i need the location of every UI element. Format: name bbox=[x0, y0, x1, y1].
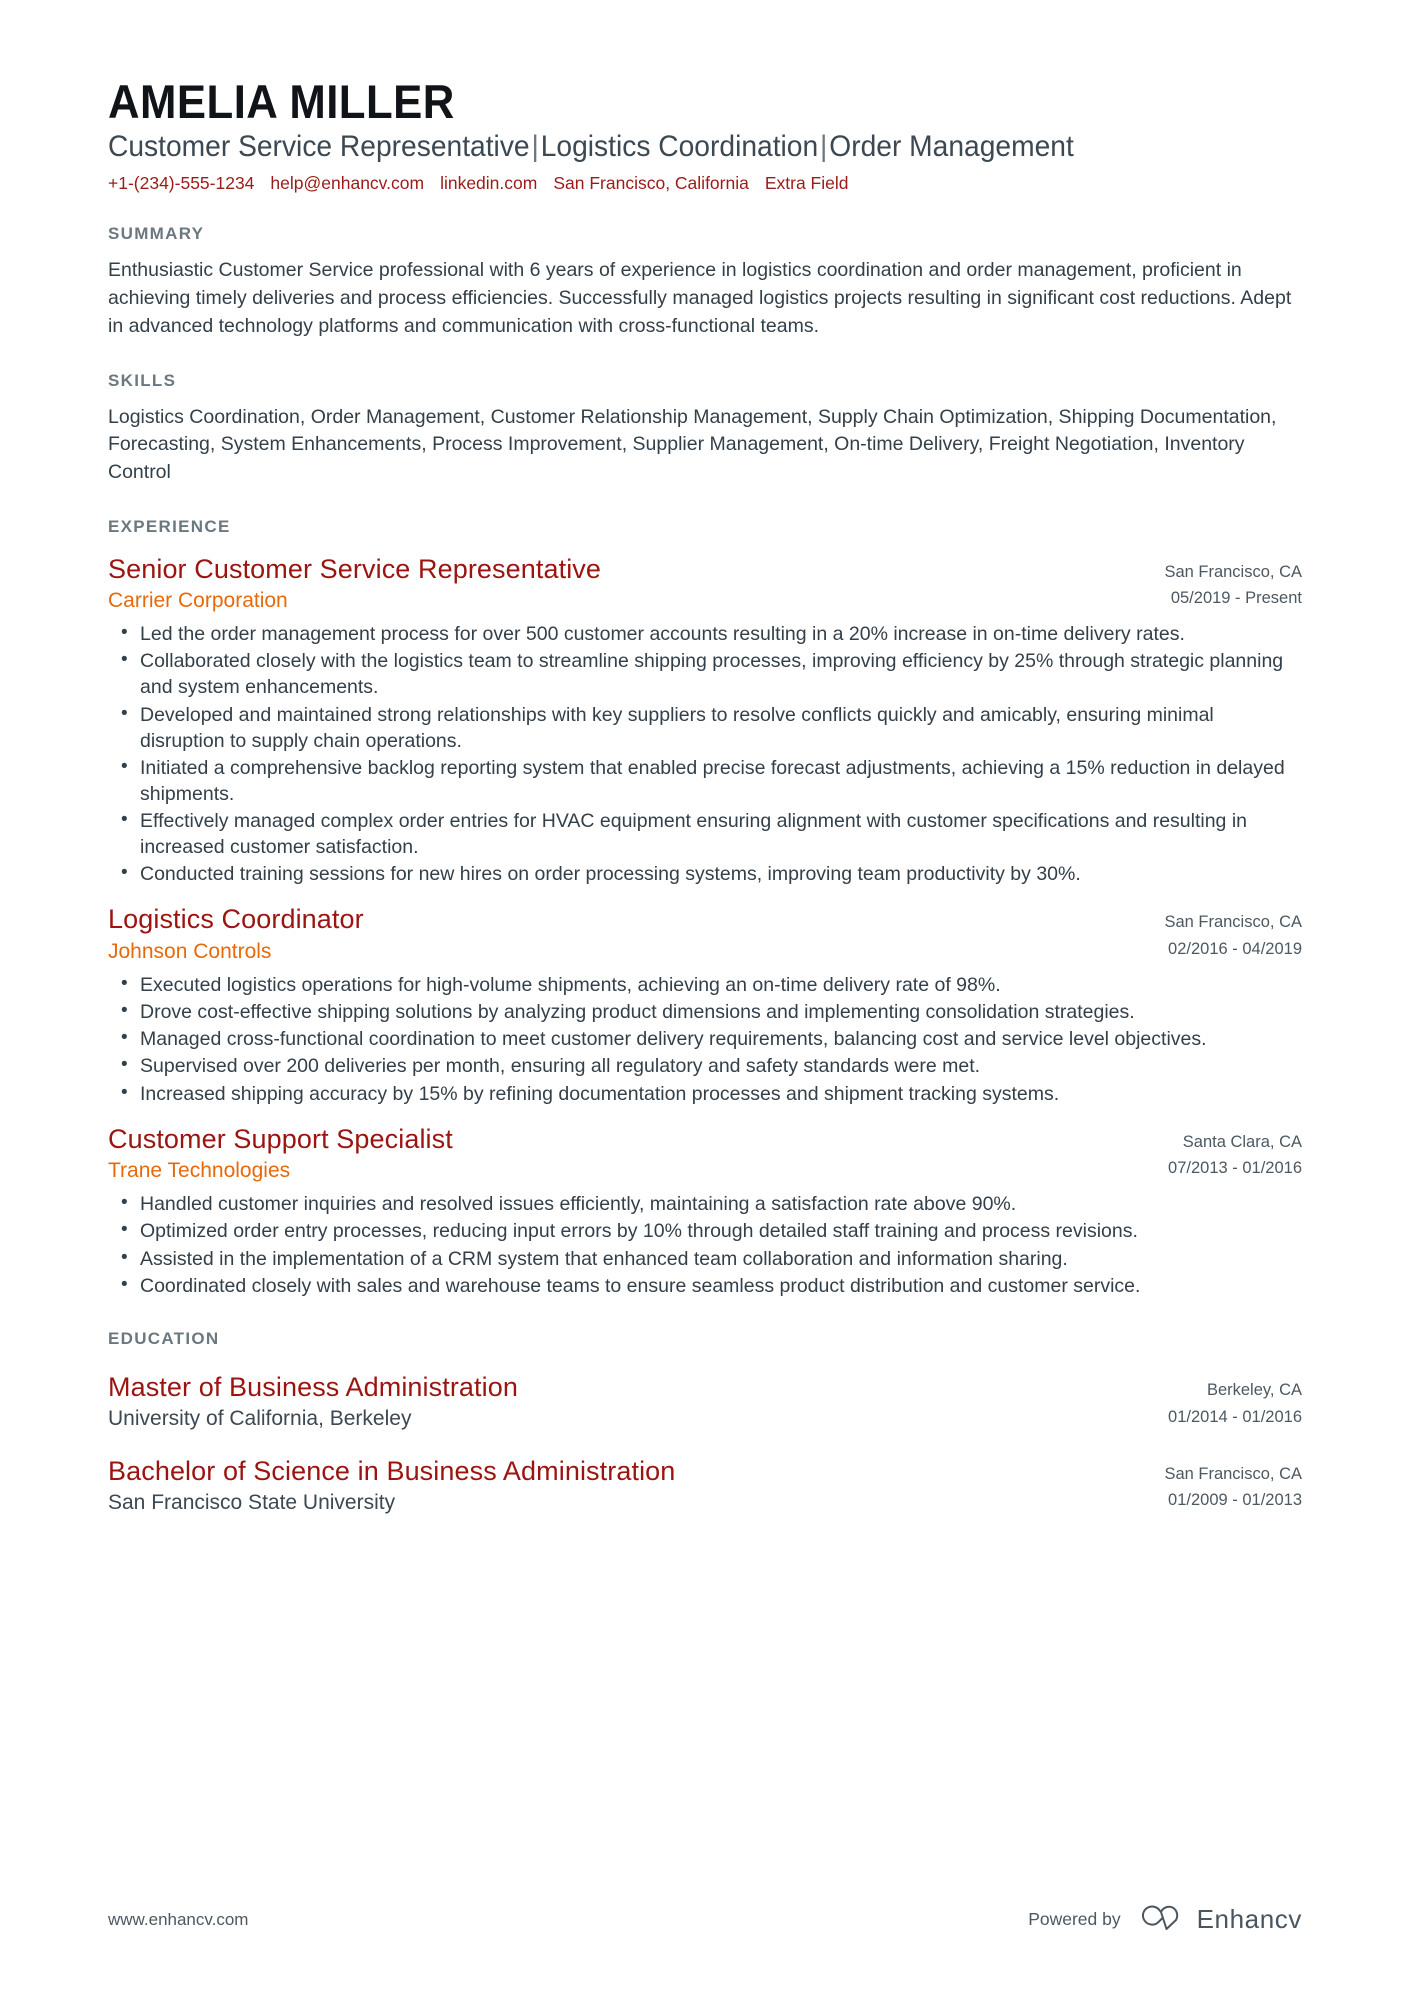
company-name: Johnson Controls bbox=[108, 939, 272, 963]
school-dates: 01/2009 - 01/2013 bbox=[1168, 1491, 1302, 1510]
contact-location: San Francisco, California bbox=[553, 173, 749, 194]
list-item: • Coordinated closely with sales and warehouse teams to ensure seamless product distribution and customer service. bbox=[138, 1273, 1302, 1299]
experience-entry-meta bbox=[1140, 903, 1302, 962]
education-entry bbox=[108, 1455, 1302, 1517]
list-item: • Assisted in the implementation of a CRM system that enhanced team collaboration and information sharing. bbox=[138, 1246, 1302, 1272]
education-entry-header bbox=[108, 1455, 1302, 1517]
degree-title: Master of Business Administration bbox=[108, 1371, 518, 1402]
list-item: • Managed cross-functional coordination to meet customer delivery requirements, balancing cost and service level objectives. bbox=[138, 1026, 1302, 1052]
education-entry-main bbox=[108, 1371, 1144, 1433]
experience-entry-meta bbox=[1140, 553, 1302, 612]
job-title: Customer Support Specialist bbox=[108, 1123, 453, 1154]
company-name: Trane Technologies bbox=[108, 1159, 291, 1183]
education-entry-header bbox=[108, 1371, 1302, 1433]
experience-entry bbox=[108, 903, 1302, 1106]
contact-line bbox=[108, 173, 1302, 194]
enhancv-brand-name: Enhancv bbox=[1196, 1904, 1302, 1934]
contact-linkedin[interactable]: linkedin.com bbox=[440, 173, 538, 194]
job-location: Santa Clara, CA bbox=[1182, 1132, 1302, 1151]
footer-branding bbox=[1028, 1902, 1302, 1937]
headline-part-3: Order Management bbox=[829, 129, 1074, 163]
experience-entry-header bbox=[108, 553, 1302, 615]
headline-part-2: Logistics Coordination bbox=[540, 129, 819, 163]
section-summary bbox=[108, 224, 1302, 340]
job-bullet-list bbox=[108, 621, 1302, 887]
experience-entry-header bbox=[108, 1123, 1302, 1185]
list-item: • Increased shipping accuracy by 15% by refining documentation processes and shipment tracking systems. bbox=[138, 1081, 1302, 1107]
list-item: • Supervised over 200 deliveries per month, ensuring all regulatory and safety standards were met. bbox=[138, 1053, 1302, 1079]
contact-extra-field: Extra Field bbox=[764, 173, 849, 194]
company-name: Carrier Corporation bbox=[108, 588, 288, 612]
section-title-summary: SUMMARY bbox=[108, 224, 205, 244]
job-title: Senior Customer Service Representative bbox=[108, 553, 602, 584]
education-entry-meta bbox=[1144, 1371, 1302, 1430]
experience-entry-main bbox=[108, 1123, 1144, 1185]
section-skills bbox=[108, 371, 1302, 487]
footer-website-url[interactable]: www.enhancv.com bbox=[108, 1909, 249, 1929]
list-item: • Developed and maintained strong relationships with key suppliers to resolve conflicts quickly and amicably, ensuring minimal disruption to supply chain operations. bbox=[138, 702, 1302, 754]
experience-entry-main bbox=[108, 553, 1140, 615]
list-item: • Drove cost-effective shipping solutions by analyzing product dimensions and implementing consolidation strategies. bbox=[138, 999, 1302, 1025]
degree-title: Bachelor of Science in Business Administration bbox=[108, 1455, 676, 1486]
job-location: San Francisco, CA bbox=[1164, 913, 1302, 932]
professional-headline bbox=[108, 130, 1230, 165]
headline-part-1: Customer Service Representative bbox=[108, 129, 530, 163]
contact-email[interactable]: help@enhancv.com bbox=[270, 173, 425, 194]
school-location: San Francisco, CA bbox=[1164, 1464, 1302, 1483]
job-location: San Francisco, CA bbox=[1164, 562, 1302, 581]
section-education bbox=[108, 1329, 1302, 1516]
job-dates: 07/2013 - 01/2016 bbox=[1168, 1159, 1302, 1178]
list-item: • Initiated a comprehensive backlog reporting system that enabled precise forecast adjustments, achieving a 15% reduction in delayed shipments. bbox=[138, 755, 1302, 807]
enhancv-brand bbox=[1138, 1902, 1302, 1937]
list-item: • Effectively managed complex order entries for HVAC equipment ensuring alignment with customer specifications and resulting in increased customer satisfaction. bbox=[138, 808, 1302, 860]
section-experience bbox=[108, 517, 1302, 1299]
education-entry-main bbox=[108, 1455, 1140, 1517]
experience-entry-header bbox=[108, 903, 1302, 965]
experience-entry bbox=[108, 1123, 1302, 1299]
summary-text: Enthusiastic Customer Service professional with 6 years of experience in logistics coordination and order management, proficient in achieving timely deliveries and process efficiencies. Successfully managed logistics projects resulting in significant cost reductions. Adept in advanced technology platforms and communication with cross-functional teams. bbox=[108, 259, 1292, 337]
job-dates: 05/2019 - Present bbox=[1170, 589, 1302, 608]
section-title-education: EDUCATION bbox=[108, 1328, 220, 1348]
headline-separator-1: | bbox=[531, 129, 539, 163]
job-bullet-list bbox=[108, 972, 1302, 1107]
section-title-skills: SKILLS bbox=[108, 370, 177, 390]
headline-separator-2: | bbox=[820, 129, 828, 163]
school-dates: 01/2014 - 01/2016 bbox=[1168, 1407, 1302, 1426]
page-footer bbox=[108, 1902, 1302, 1937]
list-item: • Collaborated closely with the logistics team to streamline shipping processes, improving efficiency by 25% through strategic planning and system enhancements. bbox=[138, 648, 1302, 700]
job-bullet-list bbox=[108, 1191, 1302, 1299]
experience-entry-meta bbox=[1144, 1123, 1302, 1182]
section-title-experience: EXPERIENCE bbox=[108, 516, 231, 536]
job-dates: 02/2016 - 04/2019 bbox=[1168, 940, 1302, 959]
powered-by-label: Powered by bbox=[1028, 1909, 1121, 1929]
list-item: • Conducted training sessions for new hires on order processing systems, improving team productivity by 30%. bbox=[138, 861, 1302, 887]
list-item: • Led the order management process for over 500 customer accounts resulting in a 20% increase in on-time delivery rates. bbox=[138, 621, 1302, 647]
experience-entry bbox=[108, 553, 1302, 888]
contact-phone[interactable]: +1-(234)-555-1234 bbox=[108, 173, 255, 194]
list-item: • Executed logistics operations for high-volume shipments, achieving an on-time delivery rate of 98%. bbox=[138, 972, 1302, 998]
job-title: Logistics Coordinator bbox=[108, 904, 364, 935]
skills-text: Logistics Coordination, Order Management, Customer Relationship Management, Supply Chain Optimization, Shipping Documentation, Forecasting, System Enhancements, Process Improvement, Supplier Management, On-time Delivery, Freight Negotiation, Inventory Control bbox=[108, 405, 1277, 483]
list-item: • Optimized order entry processes, reducing input errors by 10% through detailed staff training and process revisions. bbox=[138, 1218, 1302, 1244]
list-item: • Handled customer inquiries and resolved issues efficiently, maintaining a satisfaction rate above 90%. bbox=[138, 1191, 1302, 1217]
education-entry-meta bbox=[1140, 1455, 1302, 1514]
resume-header bbox=[108, 75, 1302, 194]
education-entry bbox=[108, 1371, 1302, 1433]
enhancv-logo-icon bbox=[1138, 1902, 1186, 1937]
experience-entry-main bbox=[108, 903, 1140, 965]
school-location: Berkeley, CA bbox=[1206, 1380, 1302, 1399]
school-name: University of California, Berkeley bbox=[108, 1407, 412, 1431]
page-title: AMELIA MILLER bbox=[108, 75, 455, 128]
school-name: San Francisco State University bbox=[108, 1490, 396, 1514]
